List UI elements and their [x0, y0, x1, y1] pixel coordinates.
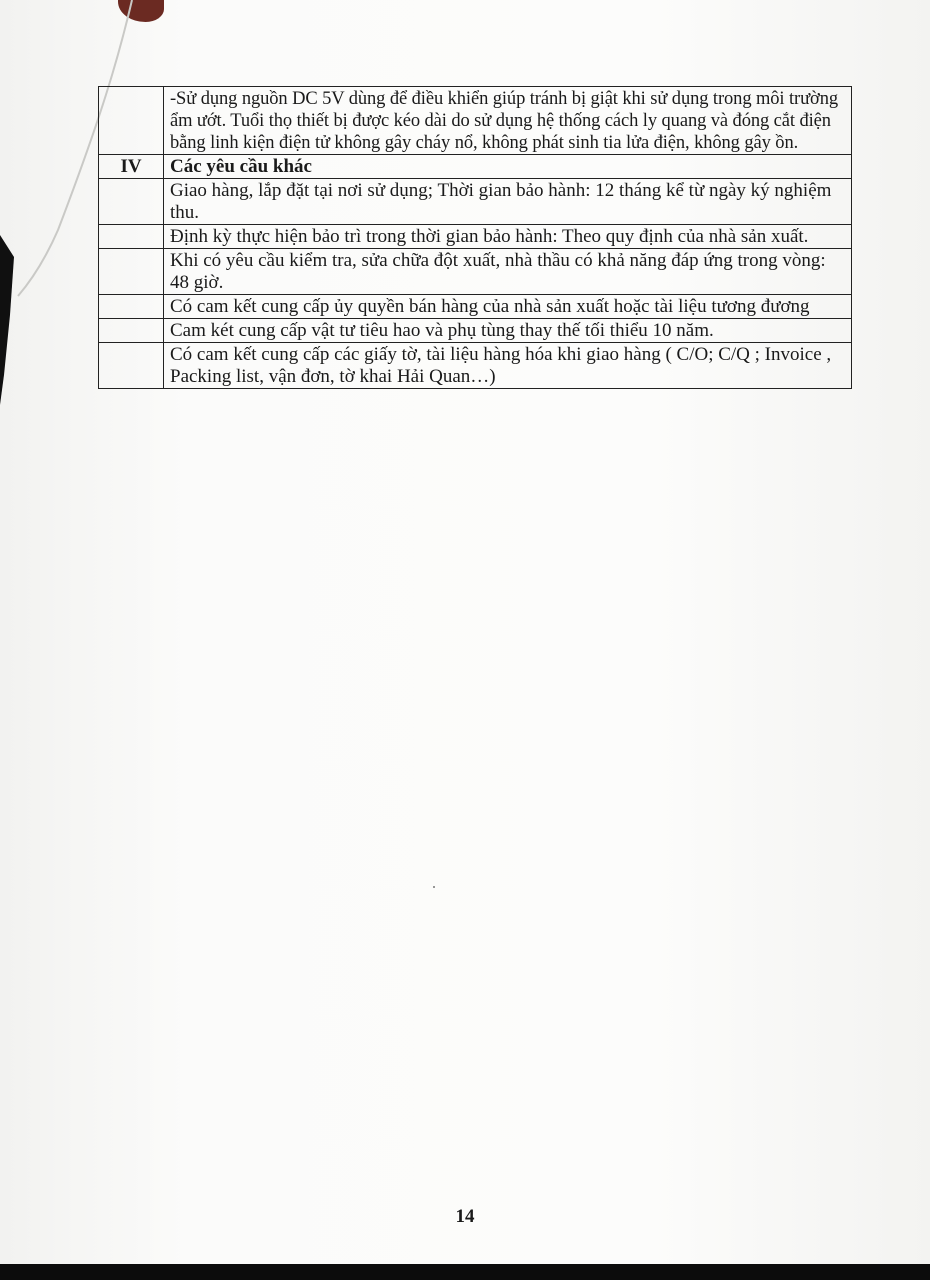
table-row — [99, 295, 852, 319]
row-number — [99, 295, 164, 319]
row-number — [99, 319, 164, 343]
table-row — [99, 343, 852, 389]
table-row — [99, 87, 852, 155]
table-row — [99, 179, 852, 225]
row-text: -Sử dụng nguồn DC 5V dùng để điều khiển giúp tránh bị giật khi sử dụng trong môi trường ẩm ướt. Tuổi thọ thiết bị được kéo dài do sử dụng hệ thống cách ly quang và đóng cắt điện bằng linh kiện điện tử không gây cháy nổ, không phát sinh tia lửa điện, không gây ồn. — [164, 87, 852, 155]
row-number — [99, 179, 164, 225]
page-edge-shadow — [0, 235, 18, 405]
row-number — [99, 225, 164, 249]
table-row — [99, 155, 852, 179]
page-number: 14 — [455, 1206, 475, 1227]
table-row — [99, 225, 852, 249]
section-heading: Các yêu cầu khác — [164, 155, 852, 179]
requirements-table — [98, 86, 852, 389]
row-text: Khi có yêu cầu kiểm tra, sửa chữa đột xuất, nhà thầu có khả năng đáp ứng trong vòng: 48 giờ. — [164, 249, 852, 295]
row-number — [99, 87, 164, 155]
section-number: IV — [99, 155, 164, 179]
row-text: Định kỳ thực hiện bảo trì trong thời gian bảo hành: Theo quy định của nhà sản xuất. — [164, 225, 852, 249]
row-text: Giao hàng, lắp đặt tại nơi sử dụng; Thời gian bảo hành: 12 tháng kể từ ngày ký nghiệm thu. — [164, 179, 852, 225]
row-text: Cam két cung cấp vật tư tiêu hao và phụ tùng thay thế tối thiểu 10 năm. — [164, 319, 852, 343]
row-text: Có cam kết cung cấp các giấy tờ, tài liệu hàng hóa khi giao hàng ( C/O; C/Q ; Invoice , Packing list, vận đơn, tờ khai Hải Quan…) — [164, 343, 852, 389]
row-number — [99, 343, 164, 389]
row-text: Có cam kết cung cấp ủy quyền bán hàng của nhà sản xuất hoặc tài liệu tương đương — [164, 295, 852, 319]
row-number — [99, 249, 164, 295]
table-row — [99, 249, 852, 295]
scan-bottom-edge — [0, 1264, 930, 1280]
scan-speck — [433, 886, 435, 888]
table-row — [99, 319, 852, 343]
